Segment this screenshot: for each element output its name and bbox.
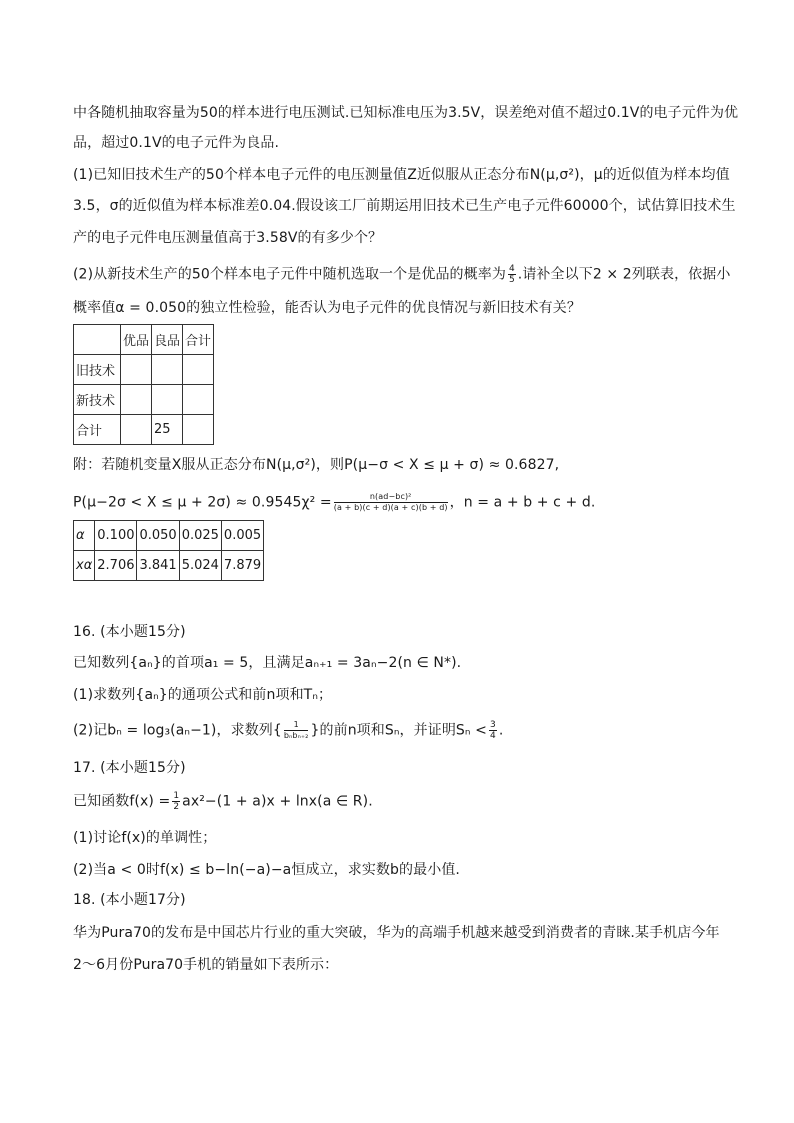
frac-numerator: 1 [173,791,180,801]
table-cell [121,355,152,385]
frac-numerator: n(ad−bc)² [334,492,448,503]
p15-q2-fraction [508,264,516,285]
p18-title: 18. (本小题17分) [73,892,186,908]
p16-q2-text-c: . [498,722,504,739]
table-cell: 3.841 [137,551,179,581]
table-cell [121,385,152,415]
table-cell: 优品 [121,325,152,355]
table-cell: 25 [152,415,183,445]
table-cell: 5.024 [179,551,221,581]
table-cell: α [74,521,95,551]
p16-q1: (1)求数列{aₙ}的通项公式和前n项和Tₙ； [73,687,333,703]
p17-title: 17. (本小题15分) [73,760,186,776]
table-cell: 良品 [152,325,183,355]
table-cell: 0.100 [95,521,137,551]
table-cell: 2.706 [95,551,137,581]
appendix-text-b: ，n = a + b + c + d. [449,494,596,511]
table-row [74,385,214,415]
frac-denominator: 4 [489,731,496,741]
table-cell [152,385,183,415]
p15-q1-line3: 产的电子元件电压测量值高于3.58V的有多少个？ [73,230,383,246]
table-cell: 旧技术 [74,355,121,385]
p18-line1: 华为Pura70的发布是中国芯片行业的重大突破，华为的高端手机越来越受到消费者的青睐.某手机店今年 [73,925,720,941]
frac-denominator: bₙbₙ₊₂ [283,731,309,740]
table-cell [152,355,183,385]
p15-q1-line2: 3.5，σ的近似值为样本标准差0.04.假设该工厂前期运用旧技术已生产电子元件60000个，试估算旧技术生 [73,198,736,214]
table-cell: xα [74,551,95,581]
p15-q2-line2: 概率值α = 0.050的独立性检验，能否认为电子元件的优良情况与新旧技术有关？ [73,300,581,316]
frac-numerator: 1 [284,720,309,731]
p15-q2-text-a: (2)从新技术生产的50个样本电子元件中随机选取一个是优品的概率为 [73,266,506,283]
p15-line2: 品，超过0.1V的电子元件为良品. [73,135,279,151]
frac-numerator: 3 [489,720,496,730]
p18-line2: 2～6月份Pura70手机的销量如下表所示： [73,957,339,973]
table-cell: 0.025 [179,521,221,551]
table-cell: 新技术 [74,385,121,415]
frac-numerator: 4 [508,264,515,274]
p15-q2-text-b: .请补全以下2 × 2列联表，依据小 [517,266,731,283]
table-row [74,551,264,581]
p16-q2-text-a: (2)记bₙ = log₃(aₙ−1)，求数列{ [73,722,282,739]
chi-square-fraction [334,492,448,513]
p16-fraction-3-4 [489,720,497,741]
table-cell: 7.879 [221,551,263,581]
table-row [74,521,264,551]
p16-q2 [73,720,733,741]
appendix-line1: 附：若随机变量X服从正态分布N(μ,σ²)，则P(μ−σ < X ≤ μ + σ) ≈ 0.6827, [73,457,560,473]
table-cell [183,415,214,445]
p17-q1: (1)讨论f(x)的单调性； [73,830,217,846]
frac-denominator: 5 [508,275,515,285]
p16-q2-text-b: }的前n项和Sₙ，并证明Sₙ < [310,722,487,739]
frac-denominator: 2 [173,802,180,812]
p17-fraction [172,791,180,812]
table-cell: 合计 [74,415,121,445]
p16-line1: 已知数列{aₙ}的首项a₁ = 5，且满足aₙ₊₁ = 3aₙ−2(n ∈ N*). [73,655,462,671]
p15-q2-line1 [73,264,733,285]
p16-title: 16. (本小题15分) [73,624,186,640]
table-cell: 0.050 [137,521,179,551]
appendix-line2 [73,492,733,513]
table-cell [74,325,121,355]
critical-value-table [73,520,264,581]
p17-line1 [73,791,733,812]
table-cell [183,385,214,415]
p17-q2: (2)当a < 0时f(x) ≤ b−ln(−a)−a恒成立，求实数b的最小值. [73,862,460,878]
contingency-table [73,324,214,445]
table-row [74,355,214,385]
table-cell: 0.005 [221,521,263,551]
table-cell [121,415,152,445]
table-header-row [74,325,214,355]
p15-line1: 中各随机抽取容量为50的样本进行电压测试.已知标准电压为3.5V，误差绝对值不超过0.1V的电子元件为优 [73,105,739,121]
frac-denominator: (a + b)(c + d)(a + c)(b + d) [333,503,448,512]
p17-text-a: 已知函数f(x) = [73,793,171,810]
table-cell: 合计 [183,325,214,355]
p17-text-b: ax²−(1 + a)x + lnx(a ∈ R). [182,793,373,810]
table-cell [183,355,214,385]
appendix-text-a: P(μ−2σ < X ≤ μ + 2σ) ≈ 0.9545χ² = [73,494,332,511]
table-row [74,415,214,445]
p15-q1-line1: (1)已知旧技术生产的50个样本电子元件的电压测量值Z近似服从正态分布N(μ,σ²)，μ的近似值为样本均值 [73,167,730,183]
p16-fraction [284,720,309,741]
